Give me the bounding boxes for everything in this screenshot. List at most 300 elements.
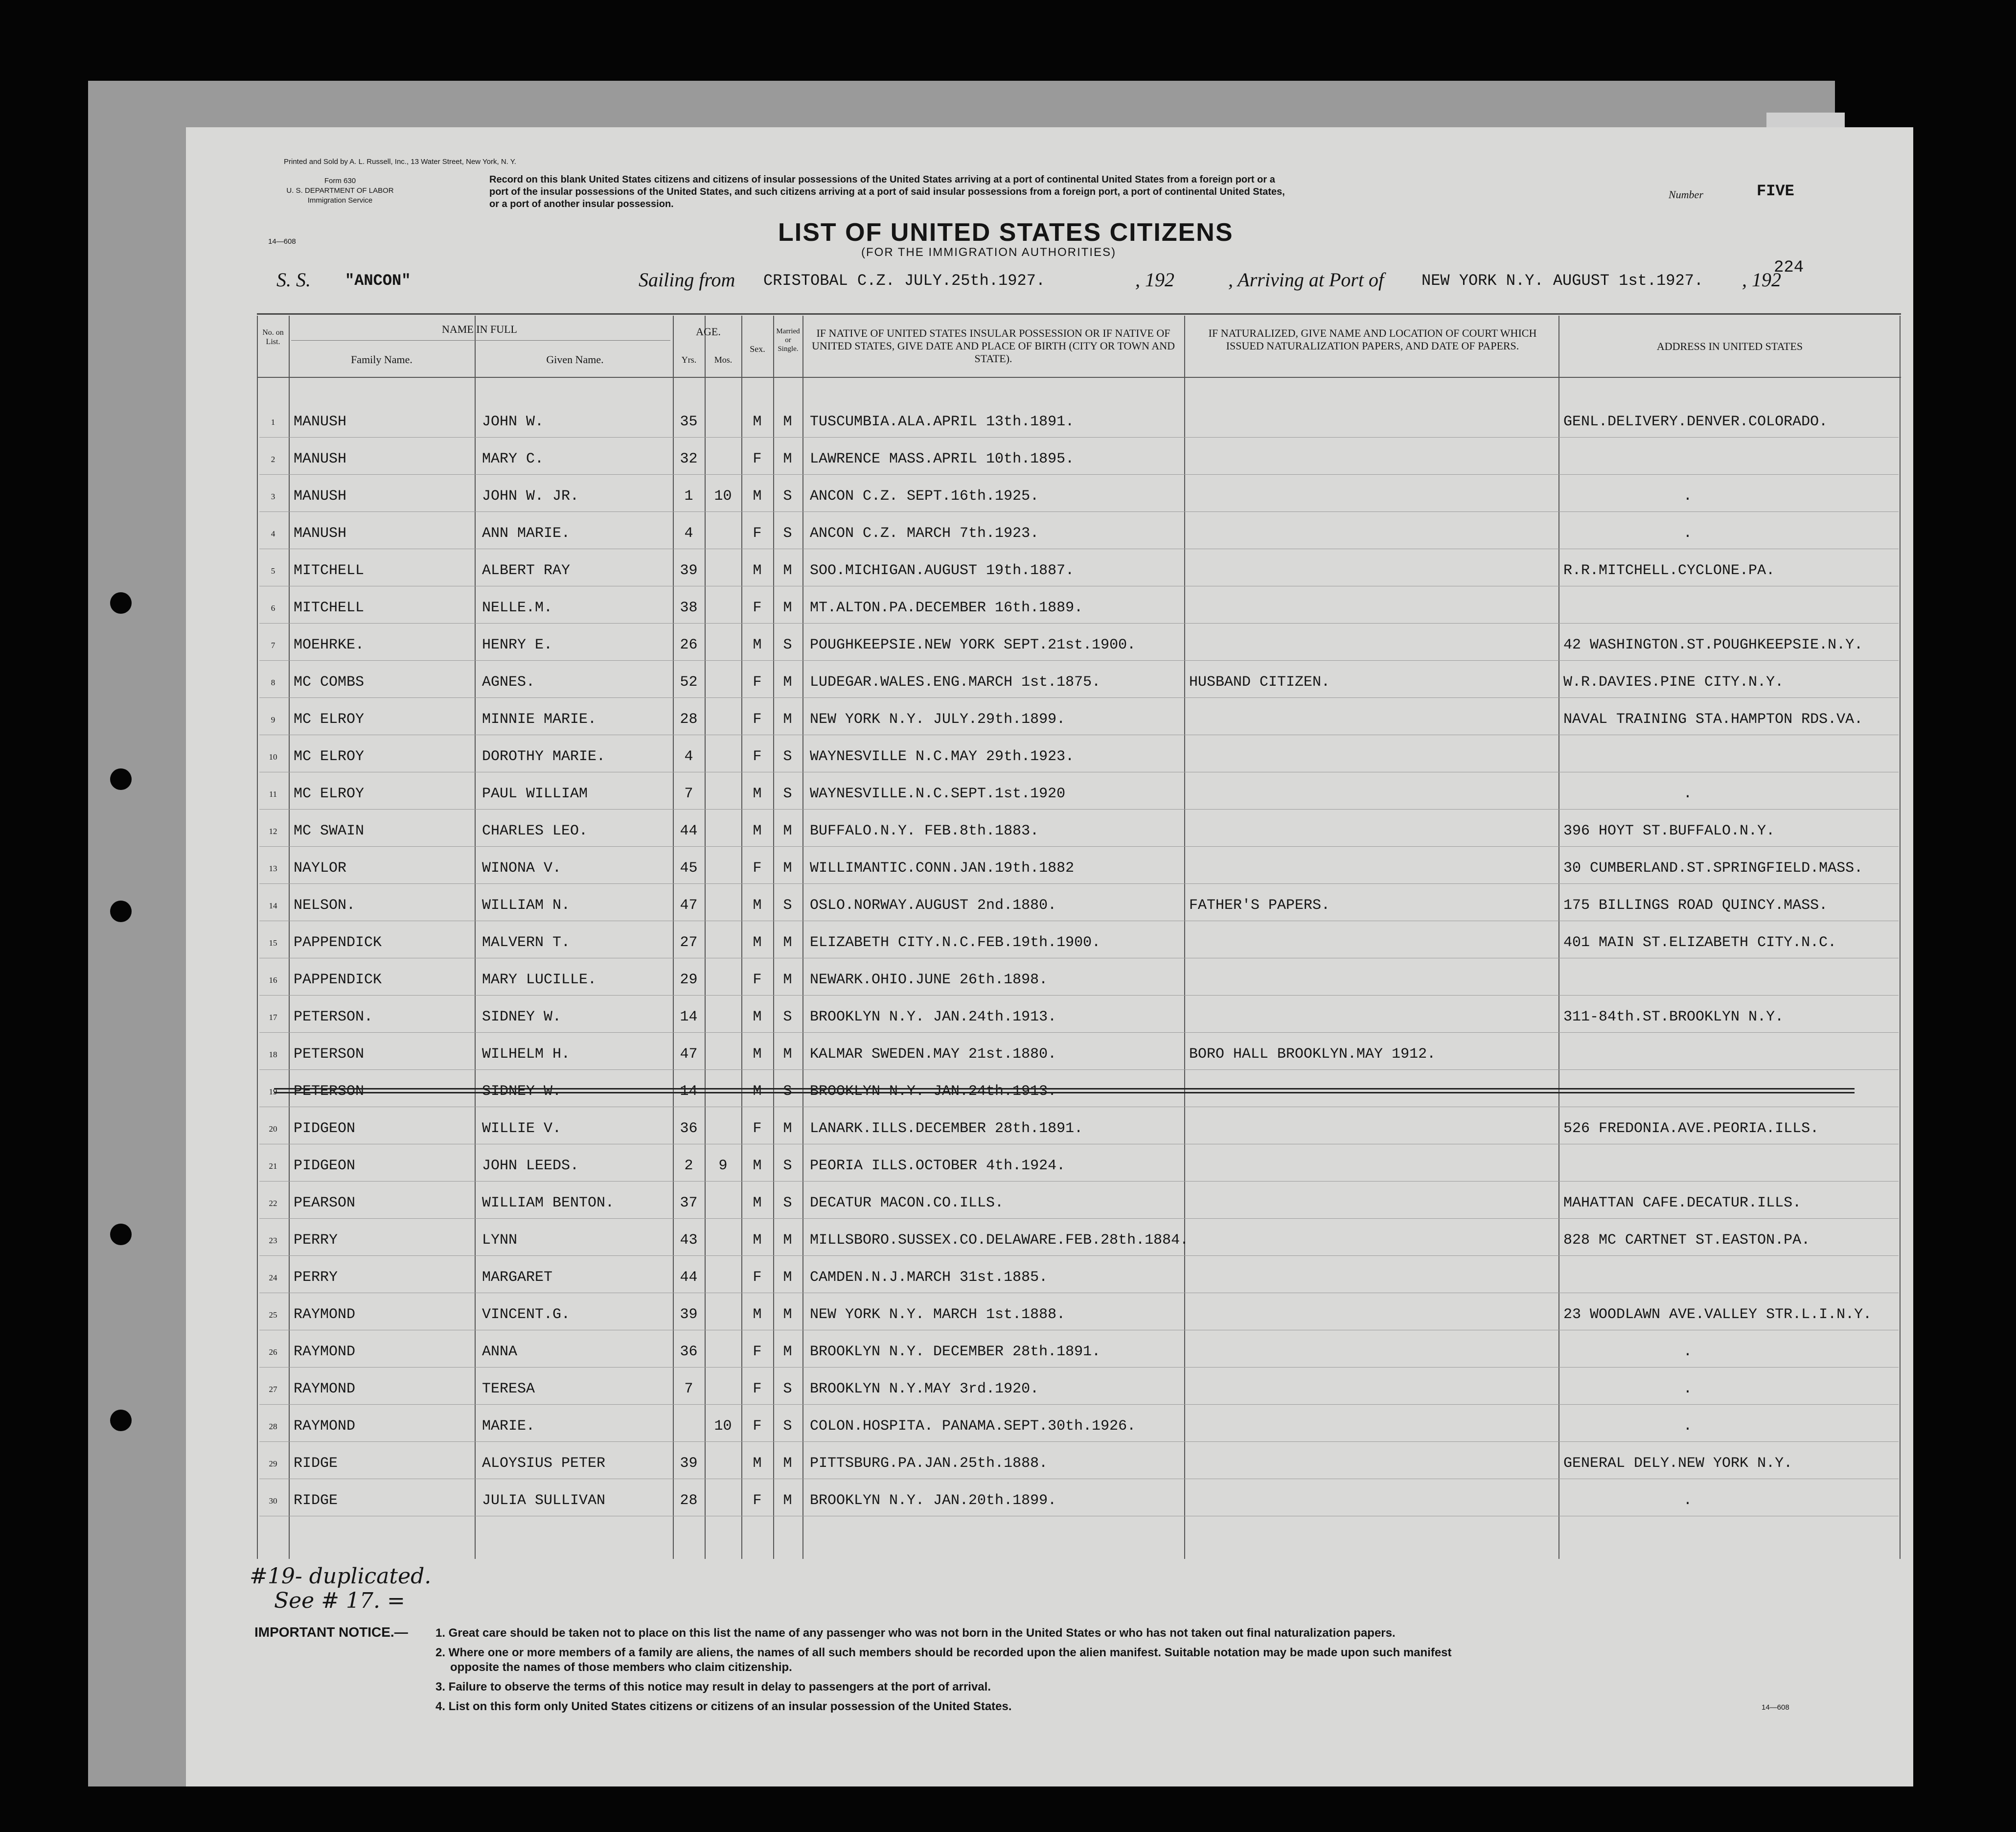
- row-family: RAYMOND: [294, 1381, 356, 1397]
- row-sex: F: [753, 451, 762, 467]
- printer-line: Printed and Sold by A. L. Russell, Inc., 13 Water Street, New York, N. Y.: [284, 158, 516, 166]
- row-rule: [259, 437, 1899, 438]
- row-yrs: 43: [680, 1232, 698, 1249]
- row-ms: M: [783, 1120, 792, 1137]
- row-rule: [259, 1404, 1899, 1405]
- row-given: VINCENT.G.: [482, 1306, 571, 1323]
- table-top-rule: [257, 313, 1901, 315]
- row-ms: S: [783, 1009, 792, 1025]
- row-birth: BROOKLYN N.Y. JAN.24th.1913.: [810, 1083, 1057, 1100]
- row-no: 24: [269, 1273, 277, 1282]
- row-family: PIDGEON: [294, 1120, 356, 1137]
- strike-through-line: [274, 1088, 1855, 1090]
- row-yrs: 28: [680, 711, 698, 728]
- row-no: 28: [269, 1422, 277, 1431]
- row-ms: S: [783, 1158, 792, 1174]
- record-line: port of the insular possessions of the United States, and such citizens arriving at a port of said insular possessions from a foreign port, a port of continental United States,: [489, 186, 1285, 197]
- row-yrs: 45: [680, 860, 698, 877]
- record-line: or a port of another insular possession.: [489, 199, 674, 209]
- notice-item: 4. List on this form only United States citizens or citizens of an insular possession of the United States.: [435, 1700, 1012, 1713]
- footer-form-code: 14—608: [1762, 1703, 1789, 1712]
- row-yrs: 44: [680, 1269, 698, 1286]
- header-sex: Sex.: [750, 344, 765, 354]
- row-yrs: 28: [680, 1492, 698, 1509]
- row-given: ANNA: [482, 1344, 518, 1360]
- row-family: PERRY: [294, 1269, 338, 1286]
- header-naturalized: IF NATURALIZED, GIVE NAME AND LOCATION OF COURT WHICH ISSUED NATURALIZATION PAPERS, AND DATE OF PAPERS.: [1208, 327, 1537, 352]
- row-nat: FATHER'S PAPERS.: [1189, 897, 1330, 914]
- row-addr: GENL.DELIVERY.DENVER.COLORADO.: [1563, 414, 1828, 430]
- row-no: 22: [269, 1199, 277, 1208]
- row-no: 21: [269, 1161, 277, 1171]
- row-given: WILLIAM N.: [482, 897, 571, 914]
- row-addr: 42 WASHINGTON.ST.POUGHKEEPSIE.N.Y.: [1563, 637, 1863, 653]
- binder-hole: [110, 768, 132, 790]
- notice-heading: IMPORTANT NOTICE.—: [254, 1624, 408, 1640]
- row-rule: [259, 1441, 1899, 1442]
- year-label-2: , 192: [1742, 269, 1781, 291]
- binder-hole: [110, 901, 132, 922]
- row-birth: TUSCUMBIA.ALA.APRIL 13th.1891.: [810, 414, 1075, 430]
- row-family: RIDGE: [294, 1492, 338, 1509]
- row-family: PETERSON: [294, 1083, 365, 1100]
- row-family: MANUSH: [294, 525, 347, 542]
- row-family: NAYLOR: [294, 860, 347, 877]
- row-addr: .: [1683, 786, 1693, 802]
- row-addr: .: [1683, 488, 1693, 505]
- row-yrs: 14: [680, 1009, 698, 1025]
- row-addr: R.R.MITCHELL.CYCLONE.PA.: [1563, 562, 1775, 579]
- table-header-rule: [257, 377, 1901, 378]
- row-yrs: 35: [680, 414, 698, 430]
- row-given: TERESA: [482, 1381, 535, 1397]
- row-ms: M: [783, 414, 792, 430]
- header-name-in-full: NAME IN FULL: [442, 323, 517, 335]
- row-yrs: 52: [680, 674, 698, 691]
- row-sex: F: [753, 711, 762, 728]
- row-birth: LAWRENCE MASS.APRIL 10th.1895.: [810, 451, 1075, 467]
- row-sex: M: [753, 823, 762, 839]
- row-birth: NEW YORK N.Y. MARCH 1st.1888.: [810, 1306, 1066, 1323]
- row-no: 18: [269, 1050, 277, 1059]
- row-yrs: 14: [680, 1083, 698, 1100]
- col-rule: [1900, 316, 1901, 1559]
- binder-hole: [110, 592, 132, 614]
- row-ms: M: [783, 1306, 792, 1323]
- row-no: 2: [271, 455, 275, 464]
- row-family: RAYMOND: [294, 1418, 356, 1435]
- row-sex: F: [753, 860, 762, 877]
- row-nat: HUSBAND CITIZEN.: [1189, 674, 1330, 691]
- strike-through-line: [274, 1092, 1855, 1093]
- row-family: PETERSON.: [294, 1009, 373, 1025]
- header-address: ADDRESS IN UNITED STATES: [1656, 340, 1803, 352]
- header-birth: IF NATIVE OF UNITED STATES INSULAR POSSESSION OR IF NATIVE OF UNITED STATES, GIVE DATE AND PLACE OF BIRTH (CITY OR TOWN AND STATE).: [811, 327, 1175, 365]
- row-addr: .: [1683, 1492, 1693, 1509]
- row-sex: F: [753, 1269, 762, 1286]
- row-addr: 526 FREDONIA.AVE.PEORIA.ILLS.: [1563, 1120, 1819, 1137]
- col-rule: [289, 316, 290, 1559]
- row-sex: M: [753, 1195, 762, 1211]
- row-no: 12: [269, 827, 277, 836]
- row-ms: M: [783, 972, 792, 988]
- row-rule: [259, 1255, 1899, 1256]
- row-nat: BORO HALL BROOKLYN.MAY 1912.: [1189, 1046, 1436, 1063]
- row-yrs: 36: [680, 1344, 698, 1360]
- row-birth: NEWARK.OHIO.JUNE 26th.1898.: [810, 972, 1048, 988]
- row-rule: [259, 995, 1899, 996]
- row-sex: F: [753, 748, 762, 765]
- row-birth: SOO.MICHIGAN.AUGUST 19th.1887.: [810, 562, 1075, 579]
- row-sex: M: [753, 637, 762, 653]
- row-yrs: 26: [680, 637, 698, 653]
- row-no: 26: [269, 1347, 277, 1357]
- row-addr: .: [1683, 1381, 1693, 1397]
- row-given: LYNN: [482, 1232, 518, 1249]
- row-yrs: 39: [680, 1306, 698, 1323]
- row-yrs: 29: [680, 972, 698, 988]
- ss-label: S. S.: [276, 269, 311, 291]
- form-number: Form 630: [324, 177, 356, 185]
- row-ms: S: [783, 786, 792, 802]
- row-given: MINNIE MARIE.: [482, 711, 597, 728]
- service: Immigration Service: [307, 196, 373, 205]
- col-rule: [257, 316, 258, 1559]
- header-mos: Mos.: [714, 355, 733, 365]
- row-yrs: 1: [684, 488, 693, 505]
- row-family: MOEHRKE.: [294, 637, 365, 653]
- row-sex: F: [753, 525, 762, 542]
- row-family: MC ELROY: [294, 748, 365, 765]
- row-rule: [259, 809, 1899, 810]
- row-sex: M: [753, 1232, 762, 1249]
- row-birth: MILLSBORO.SUSSEX.CO.DELAWARE.FEB.28th.1884.: [810, 1232, 1189, 1249]
- row-given: AGNES.: [482, 674, 535, 691]
- row-ms: M: [783, 674, 792, 691]
- row-given: MARGARET: [482, 1269, 553, 1286]
- row-given: NELLE.M.: [482, 600, 553, 616]
- row-family: PIDGEON: [294, 1158, 356, 1174]
- row-yrs: 2: [684, 1158, 693, 1174]
- row-ms: S: [783, 748, 792, 765]
- row-yrs: 39: [680, 562, 698, 579]
- row-sex: M: [753, 897, 762, 914]
- row-yrs: 47: [680, 1046, 698, 1063]
- number-value: FIVE: [1757, 182, 1794, 200]
- row-sex: F: [753, 600, 762, 616]
- page-title: LIST OF UNITED STATES CITIZENS: [778, 218, 1234, 247]
- header-no: No. on List.: [262, 328, 284, 346]
- row-birth: WAYNESVILLE N.C.MAY 29th.1923.: [810, 748, 1075, 765]
- sailing-value: CRISTOBAL C.Z. JULY.25th.1927.: [763, 272, 1046, 290]
- row-birth: WILLIMANTIC.CONN.JAN.19th.1882: [810, 860, 1075, 877]
- row-addr: 30 CUMBERLAND.ST.SPRINGFIELD.MASS.: [1563, 860, 1863, 877]
- row-no: 11: [269, 789, 277, 799]
- row-sex: M: [753, 1009, 762, 1025]
- row-birth: CAMDEN.N.J.MARCH 31st.1885.: [810, 1269, 1048, 1286]
- header-given-name: Given Name.: [546, 353, 604, 366]
- row-no: 23: [269, 1236, 277, 1245]
- row-yrs: 4: [684, 525, 693, 542]
- row-rule: [259, 846, 1899, 847]
- notice-item: opposite the names of those members who claim citizenship.: [450, 1661, 792, 1674]
- row-sex: M: [753, 1306, 762, 1323]
- row-birth: PEORIA ILLS.OCTOBER 4th.1924.: [810, 1158, 1066, 1174]
- row-given: WILHELM H.: [482, 1046, 571, 1063]
- row-birth: DECATUR MACON.CO.ILLS.: [810, 1195, 1004, 1211]
- row-ms: M: [783, 562, 792, 579]
- row-sex: F: [753, 1418, 762, 1435]
- form-code: 14—608: [268, 237, 296, 246]
- row-ms: M: [783, 1344, 792, 1360]
- row-mos: 10: [714, 1418, 732, 1435]
- row-family: MANUSH: [294, 414, 347, 430]
- row-birth: BROOKLYN N.Y.MAY 3rd.1920.: [810, 1381, 1039, 1397]
- row-addr: 401 MAIN ST.ELIZABETH CITY.N.C.: [1563, 934, 1837, 951]
- row-no: 4: [271, 529, 275, 538]
- row-family: PERRY: [294, 1232, 338, 1249]
- form-block: [267, 176, 413, 206]
- notice-item: 2. Where one or more members of a family are aliens, the names of all such members should be recorded upon the alien manifest. Suitable notation may be made upon such manifest: [435, 1646, 1452, 1659]
- row-sex: M: [753, 934, 762, 951]
- col-rule: [673, 316, 674, 1559]
- row-no: 8: [271, 678, 275, 687]
- row-rule: [259, 660, 1899, 661]
- row-ms: S: [783, 1418, 792, 1435]
- row-no: 1: [271, 417, 275, 427]
- row-given: SIDNEY W.: [482, 1009, 562, 1025]
- row-addr: MAHATTAN CAFE.DECATUR.ILLS.: [1563, 1195, 1802, 1211]
- row-given: CHARLES LEO.: [482, 823, 588, 839]
- row-no: 27: [269, 1385, 277, 1394]
- department: U. S. DEPARTMENT OF LABOR: [286, 186, 394, 195]
- row-ms: M: [783, 1492, 792, 1509]
- row-ms: S: [783, 1195, 792, 1211]
- row-no: 5: [271, 566, 275, 576]
- row-family: MITCHELL: [294, 562, 365, 579]
- row-ms: S: [783, 897, 792, 914]
- row-mos: 9: [718, 1158, 728, 1174]
- row-sex: F: [753, 1120, 762, 1137]
- row-birth: LUDEGAR.WALES.ENG.MARCH 1st.1875.: [810, 674, 1101, 691]
- row-ms: M: [783, 934, 792, 951]
- row-birth: COLON.HOSPITA. PANAMA.SEPT.30th.1926.: [810, 1418, 1136, 1435]
- row-family: PAPPENDICK: [294, 934, 382, 951]
- page-subtitle: (FOR THE IMMIGRATION AUTHORITIES): [861, 246, 1117, 259]
- row-birth: OSLO.NORWAY.AUGUST 2nd.1880.: [810, 897, 1057, 914]
- row-birth: ELIZABETH CITY.N.C.FEB.19th.1900.: [810, 934, 1101, 951]
- row-ms: M: [783, 860, 792, 877]
- row-birth: ANCON C.Z. MARCH 7th.1923.: [810, 525, 1039, 542]
- row-birth: MT.ALTON.PA.DECEMBER 16th.1889.: [810, 600, 1083, 616]
- row-rule: [259, 1218, 1899, 1219]
- col-rule: [1184, 316, 1185, 1559]
- row-sex: M: [753, 562, 762, 579]
- row-rule: [259, 1069, 1899, 1070]
- row-no: 20: [269, 1124, 277, 1134]
- row-family: MANUSH: [294, 488, 347, 505]
- row-ms: M: [783, 711, 792, 728]
- row-birth: BROOKLYN N.Y. DECEMBER 28th.1891.: [810, 1344, 1101, 1360]
- row-birth: WAYNESVILLE.N.C.SEPT.1st.1920: [810, 786, 1066, 802]
- row-given: WILLIAM BENTON.: [482, 1195, 615, 1211]
- row-family: RIDGE: [294, 1455, 338, 1472]
- row-addr: .: [1683, 1418, 1693, 1435]
- row-no: 19: [269, 1087, 277, 1096]
- row-ms: S: [783, 525, 792, 542]
- row-family: MC COMBS: [294, 674, 365, 691]
- row-rule: [259, 511, 1899, 512]
- row-addr: 311-84th.ST.BROOKLYN N.Y.: [1563, 1009, 1784, 1025]
- row-given: DOROTHY MARIE.: [482, 748, 606, 765]
- row-given: ALOYSIUS PETER: [482, 1455, 606, 1472]
- row-given: JOHN LEEDS.: [482, 1158, 579, 1174]
- row-ms: M: [783, 823, 792, 839]
- row-addr: GENERAL DELY.NEW YORK N.Y.: [1563, 1455, 1793, 1472]
- sailing-label: Sailing from: [639, 269, 735, 291]
- row-family: RAYMOND: [294, 1306, 356, 1323]
- row-ms: S: [783, 637, 792, 653]
- row-rule: [259, 697, 1899, 698]
- row-sex: M: [753, 786, 762, 802]
- row-yrs: 38: [680, 600, 698, 616]
- row-yrs: 7: [684, 1381, 693, 1397]
- handwritten-note: #19- duplicated.: [250, 1564, 432, 1589]
- record-line: Record on this blank United States citizens and citizens of insular possessions of the United States arriving at a port of continental United States from a foreign port or a: [489, 174, 1275, 185]
- row-given: PAUL WILLIAM: [482, 786, 588, 802]
- record-instructions: [489, 174, 1615, 210]
- row-sex: F: [753, 1492, 762, 1509]
- row-given: WILLIE V.: [482, 1120, 562, 1137]
- col-rule: [802, 316, 803, 1559]
- row-addr: .: [1683, 1344, 1693, 1360]
- row-addr: 175 BILLINGS ROAD QUINCY.MASS.: [1563, 897, 1828, 914]
- row-sex: M: [753, 1083, 762, 1100]
- row-rule: [259, 1181, 1899, 1182]
- row-no: 14: [269, 901, 277, 910]
- row-given: JOHN W. JR.: [482, 488, 579, 505]
- row-family: PEARSON: [294, 1195, 356, 1211]
- binder-hole: [110, 1410, 132, 1431]
- arriving-value: NEW YORK N.Y. AUGUST 1st.1927.: [1421, 272, 1704, 290]
- row-yrs: 47: [680, 897, 698, 914]
- row-family: PETERSON: [294, 1046, 365, 1063]
- row-addr: NAVAL TRAINING STA.HAMPTON RDS.VA.: [1563, 711, 1863, 728]
- row-ms: S: [783, 1083, 792, 1100]
- row-yrs: 36: [680, 1120, 698, 1137]
- row-given: SIDNEY W.: [482, 1083, 562, 1100]
- row-no: 6: [271, 603, 275, 613]
- binder-hole: [110, 1224, 132, 1245]
- name-subrule: [291, 340, 670, 341]
- row-family: MC ELROY: [294, 786, 365, 802]
- row-given: WINONA V.: [482, 860, 562, 877]
- row-mos: 10: [714, 488, 732, 505]
- row-ms: M: [783, 1455, 792, 1472]
- page-number: 224: [1774, 258, 1804, 277]
- row-ms: M: [783, 1232, 792, 1249]
- row-addr: 23 WOODLAWN AVE.VALLEY STR.L.I.N.Y.: [1563, 1306, 1872, 1323]
- row-birth: KALMAR SWEDEN.MAY 21st.1880.: [810, 1046, 1057, 1063]
- row-family: MITCHELL: [294, 600, 365, 616]
- notice-item: 1. Great care should be taken not to place on this list the name of any passenger who was not born in the United States or who has not taken out final naturalization papers.: [435, 1626, 1396, 1640]
- row-birth: BROOKLYN N.Y. JAN.24th.1913.: [810, 1009, 1057, 1025]
- notice-item: 3. Failure to observe the terms of this notice may result in delay to passengers at the port of arrival.: [435, 1680, 991, 1693]
- row-ms: M: [783, 451, 792, 467]
- row-sex: F: [753, 1344, 762, 1360]
- col-rule: [1558, 316, 1559, 1559]
- row-ms: M: [783, 1046, 792, 1063]
- arriving-label: , Arriving at Port of: [1228, 269, 1384, 291]
- row-birth: LANARK.ILLS.DECEMBER 28th.1891.: [810, 1120, 1083, 1137]
- row-no: 16: [269, 975, 277, 985]
- row-sex: F: [753, 972, 762, 988]
- row-no: 7: [271, 641, 275, 650]
- row-given: MALVERN T.: [482, 934, 571, 951]
- year-label: , 192: [1135, 269, 1174, 291]
- handwritten-note: See # 17. =: [274, 1588, 405, 1613]
- row-addr: .: [1683, 525, 1693, 542]
- row-rule: [259, 623, 1899, 624]
- row-ms: S: [783, 1381, 792, 1397]
- row-yrs: 7: [684, 786, 693, 802]
- row-birth: PITTSBURG.PA.JAN.25th.1888.: [810, 1455, 1048, 1472]
- row-ms: M: [783, 1269, 792, 1286]
- manifest-page: [186, 127, 1913, 1786]
- row-rule: [259, 474, 1899, 475]
- row-yrs: 44: [680, 823, 698, 839]
- row-ms: S: [783, 488, 792, 505]
- row-yrs: 27: [680, 934, 698, 951]
- row-sex: F: [753, 1381, 762, 1397]
- row-birth: BUFFALO.N.Y. FEB.8th.1883.: [810, 823, 1039, 839]
- row-birth: POUGHKEEPSIE.NEW YORK SEPT.21st.1900.: [810, 637, 1136, 653]
- row-rule: [259, 1367, 1899, 1368]
- row-family: MC ELROY: [294, 711, 365, 728]
- row-given: MARIE.: [482, 1418, 535, 1435]
- row-sex: M: [753, 1046, 762, 1063]
- row-no: 15: [269, 938, 277, 948]
- row-no: 30: [269, 1496, 277, 1506]
- row-given: MARY LUCILLE.: [482, 972, 597, 988]
- row-sex: F: [753, 674, 762, 691]
- row-no: 13: [269, 864, 277, 873]
- row-given: MARY C.: [482, 451, 544, 467]
- row-addr: 828 MC CARTNET ST.EASTON.PA.: [1563, 1232, 1810, 1249]
- row-rule: [259, 883, 1899, 884]
- col-rule: [741, 316, 742, 1559]
- row-yrs: 39: [680, 1455, 698, 1472]
- row-birth: ANCON C.Z. SEPT.16th.1925.: [810, 488, 1039, 505]
- row-no: 3: [271, 492, 275, 501]
- row-family: MANUSH: [294, 451, 347, 467]
- row-ms: M: [783, 600, 792, 616]
- number-label: Number: [1669, 188, 1703, 201]
- row-rule: [259, 1032, 1899, 1033]
- row-no: 25: [269, 1310, 277, 1320]
- row-addr: W.R.DAVIES.PINE CITY.N.Y.: [1563, 674, 1784, 691]
- row-no: 9: [271, 715, 275, 724]
- row-family: MC SWAIN: [294, 823, 365, 839]
- row-family: PAPPENDICK: [294, 972, 382, 988]
- row-no: 29: [269, 1459, 277, 1468]
- row-sex: M: [753, 1158, 762, 1174]
- row-given: HENRY E.: [482, 637, 553, 653]
- row-yrs: 37: [680, 1195, 698, 1211]
- ship-name: "ANCON": [345, 272, 411, 290]
- row-family: RAYMOND: [294, 1344, 356, 1360]
- header-married-single: Married or Single.: [776, 327, 800, 353]
